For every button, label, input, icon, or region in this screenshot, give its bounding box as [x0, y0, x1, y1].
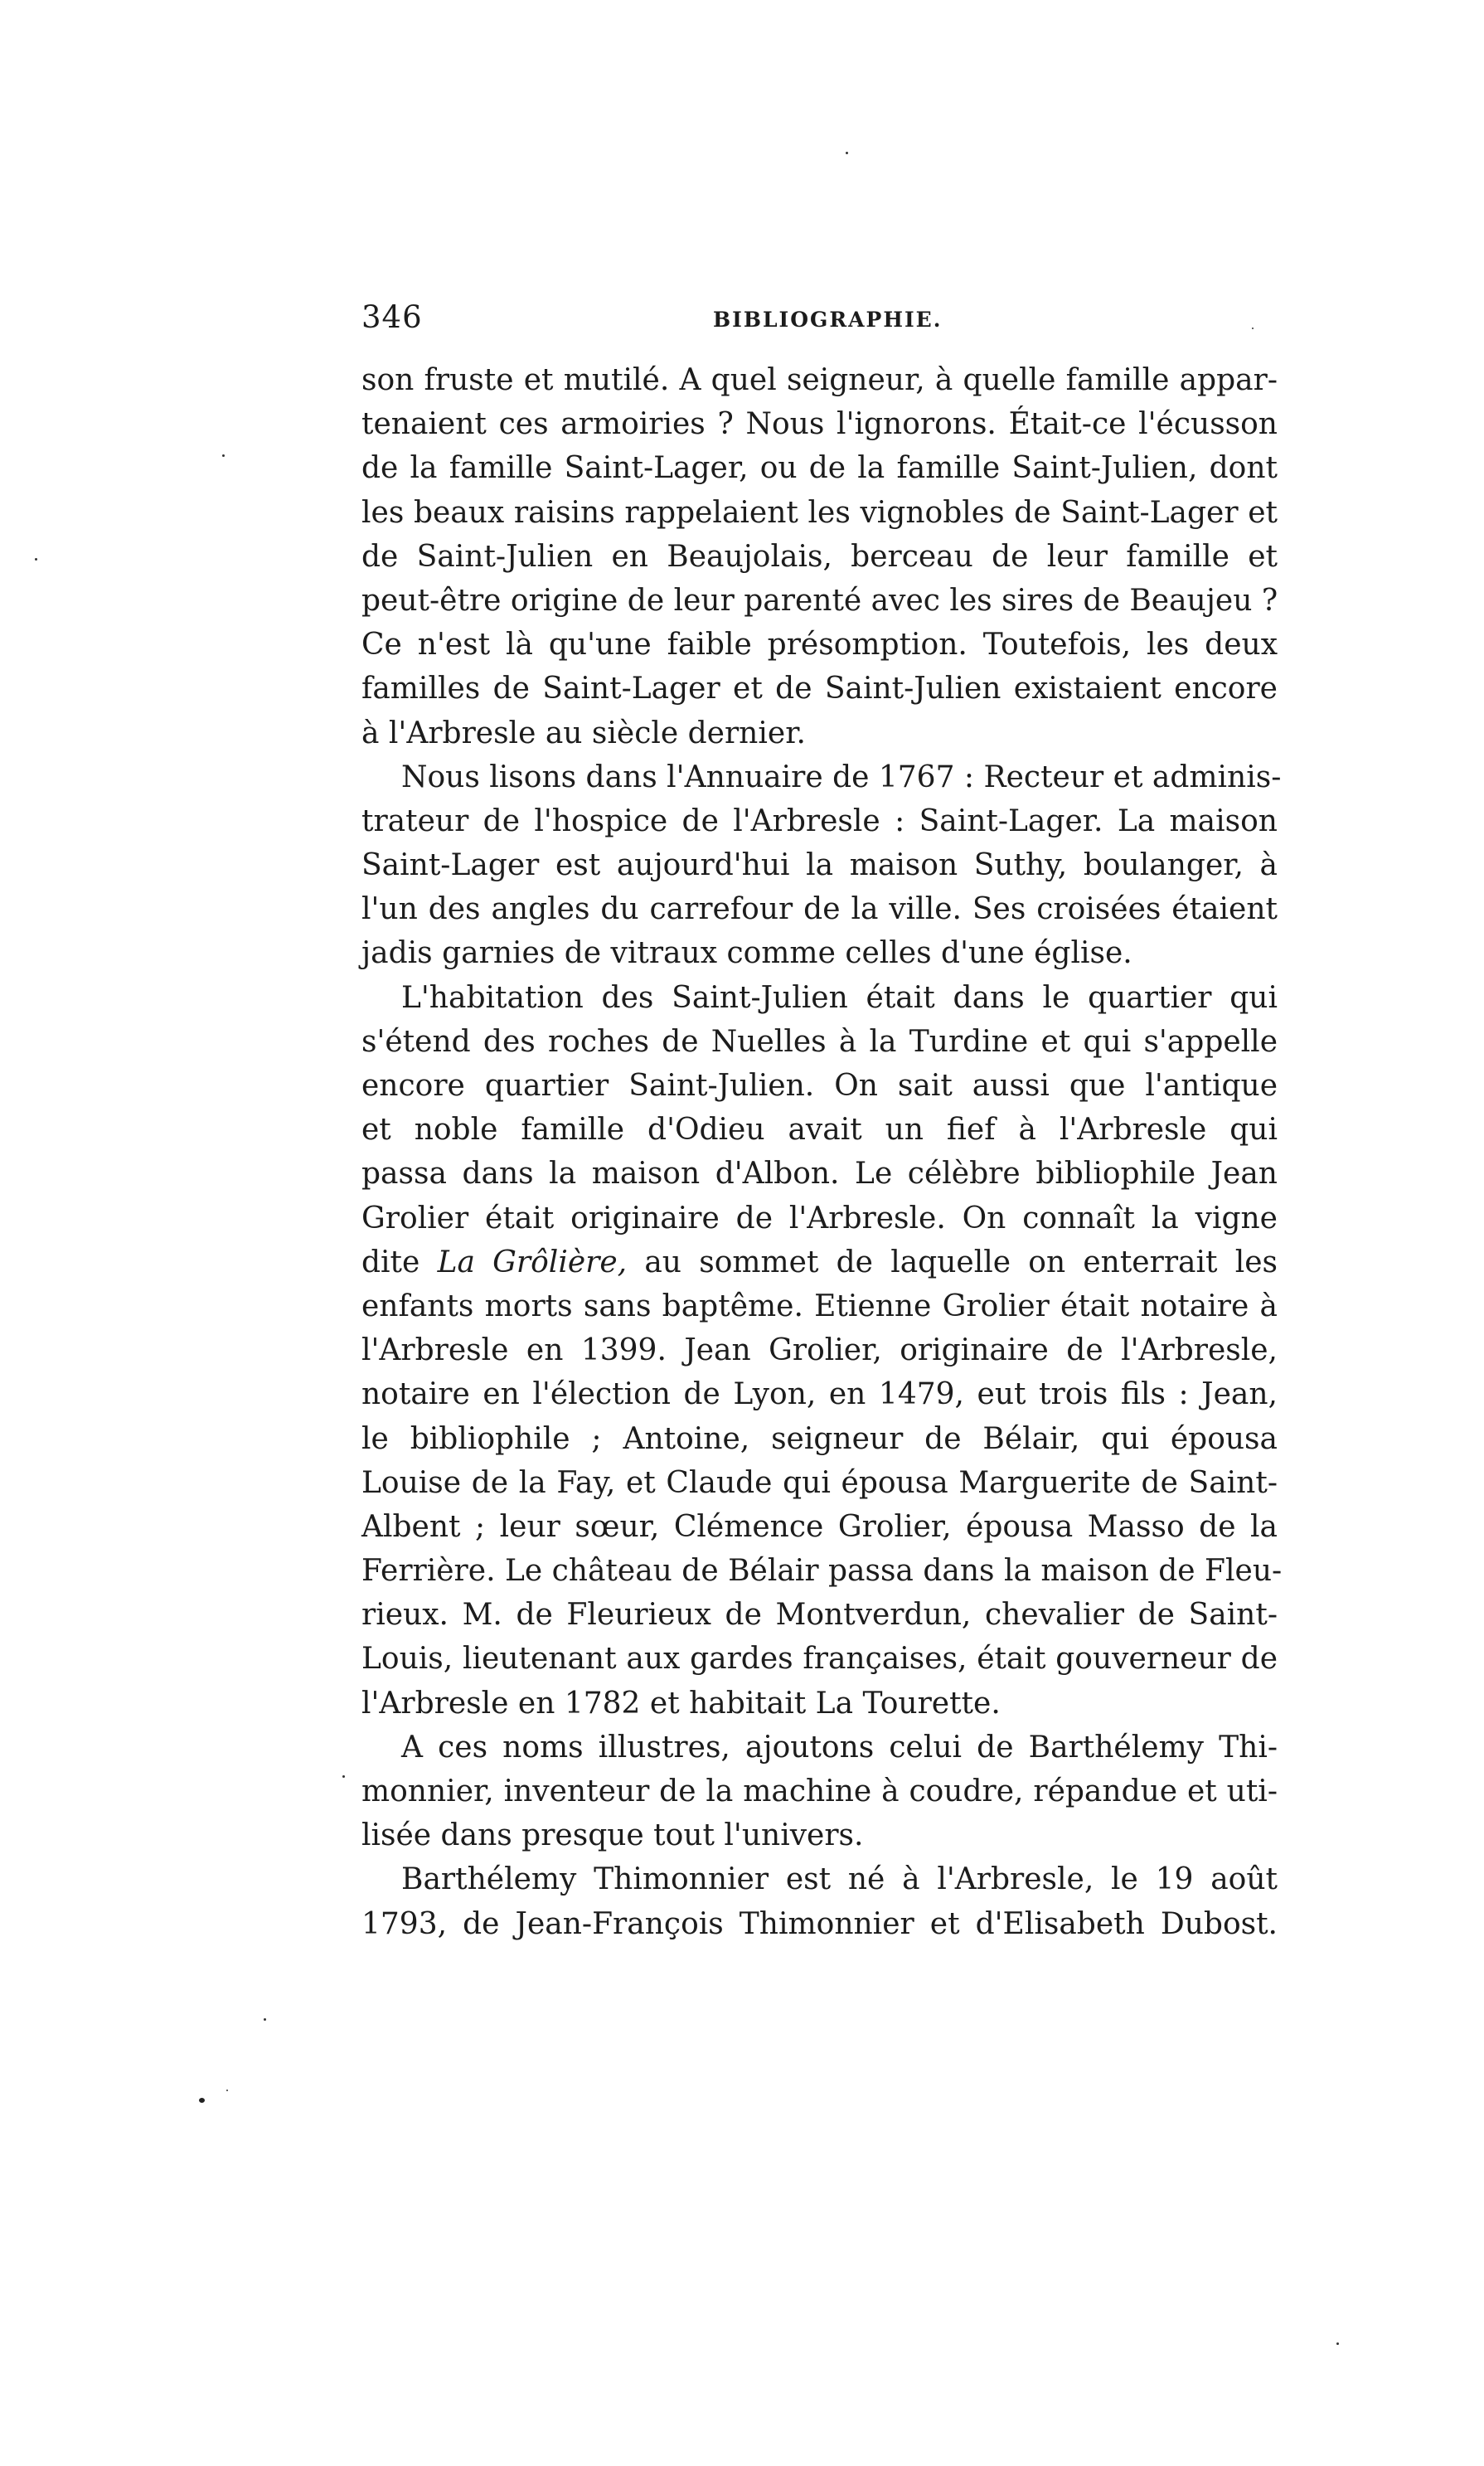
- text-line: Louise de la Fay, et Claude qui épousa Marguerite de Saint-: [361, 1465, 1278, 1500]
- text-line: jadis garnies de vitraux comme celles d'une église.: [361, 936, 1132, 971]
- scan-speck: [226, 2090, 228, 2091]
- text-line: de Saint-Julien en Beaujolais, berceau de leur famille et: [361, 539, 1278, 574]
- text-line: familles de Saint-Lager et de Saint-Julien existaient encore: [361, 672, 1278, 706]
- scan-speck: [342, 1775, 345, 1778]
- text-line: enfants morts sans baptême. Etienne Grolier était notaire à: [361, 1289, 1278, 1323]
- text-line: s'étend des roches de Nuelles à la Turdine et qui s'appelle: [361, 1024, 1278, 1059]
- text-line: l'un des angles du carrefour de la ville. Ses croisées étaient: [361, 892, 1278, 927]
- scan-speck: [1252, 328, 1254, 329]
- text-line: l'Arbresle en 1782 et habitait La Tourette.: [361, 1686, 1001, 1721]
- text-line: Ferrière. Le château de Bélair passa dans la maison de Fleu-: [361, 1554, 1283, 1589]
- italic-title: La Grôlière,: [437, 1245, 628, 1279]
- scan-speck: [199, 2098, 205, 2103]
- text-line: A ces noms illustres, ajoutons celui de Barthélemy Thi-: [401, 1730, 1278, 1765]
- text-line: trateur de l'hospice de l'Arbresle : Saint-Lager. La maison: [361, 803, 1278, 838]
- scan-speck: [1336, 2342, 1339, 2345]
- text-line: le bibliophile ; Antoine, seigneur de Bélair, qui épousa: [361, 1421, 1278, 1456]
- page-number: 346: [361, 299, 423, 335]
- text-line: Louis, lieutenant aux gardes françaises, était gouverneur de: [361, 1642, 1278, 1677]
- text-line: Barthélemy Thimonnier est né à l'Arbresle, le 19 août: [401, 1862, 1278, 1897]
- text-line: monnier, inventeur de la machine à coudre, répandue et uti-: [361, 1774, 1278, 1808]
- text-segment: au sommet de laquelle on enterrait les: [644, 1245, 1278, 1279]
- text-line: 1793, de Jean-François Thimonnier et d'Elisabeth Dubost.: [361, 1906, 1278, 1941]
- text-line: rieux. M. de Fleurieux de Montverdun, chevalier de Saint-: [361, 1598, 1278, 1633]
- scan-speck: [35, 558, 37, 561]
- scan-speck: [846, 152, 848, 154]
- text-line: Saint-Lager est aujourd'hui la maison Suthy, boulanger, à: [361, 848, 1278, 883]
- text-line: L'habitation des Saint-Julien était dans le quartier qui: [401, 980, 1278, 1015]
- text-line: son fruste et mutilé. A quel seigneur, à quelle famille appar-: [361, 363, 1278, 397]
- text-line: l'Arbresle en 1399. Jean Grolier, originaire de l'Arbresle,: [361, 1333, 1278, 1368]
- text-line: Grolier était originaire de l'Arbresle. On connaît la vigne: [361, 1201, 1278, 1235]
- text-line: peut-être origine de leur parenté avec les sires de Beaujeu ?: [361, 583, 1278, 618]
- text-line: tenaient ces armoiries ? Nous l'ignorons. Était-ce l'écusson: [361, 407, 1278, 442]
- text-line: Nous lisons dans l'Annuaire de 1767 : Recteur et adminis-: [401, 760, 1282, 794]
- body-text: [361, 358, 1283, 1946]
- page-header: [361, 297, 1278, 338]
- text-line: encore quartier Saint-Julien. On sait aussi que l'antique: [361, 1069, 1278, 1103]
- text-line: Albent ; leur sœur, Clémence Grolier, épousa Masso de la: [361, 1509, 1278, 1544]
- text-line: de la famille Saint-Lager, ou de la famille Saint-Julien, dont: [361, 451, 1278, 486]
- text-line: notaire en l'élection de Lyon, en 1479, eut trois fils : Jean,: [361, 1377, 1278, 1412]
- text-line: à l'Arbresle au siècle dernier.: [361, 716, 806, 750]
- text-line: et noble famille d'Odieu avait un fief à l'Arbresle qui: [361, 1113, 1278, 1148]
- scan-speck: [264, 2018, 266, 2021]
- text-line: les beaux raisins rappelaient les vignobles de Saint-Lager et: [361, 495, 1278, 530]
- text-line: Ce n'est là qu'une faible présomption. Toutefois, les deux: [361, 628, 1278, 663]
- text-line: lisée dans presque tout l'univers.: [361, 1818, 864, 1853]
- text-line-with-italic: [361, 1240, 1278, 1284]
- text-segment: dite: [361, 1245, 420, 1279]
- running-head: BIBLIOGRAPHIE.: [713, 308, 943, 332]
- scan-speck: [222, 454, 225, 457]
- text-line: passa dans la maison d'Albon. Le célèbre bibliophile Jean: [361, 1157, 1278, 1192]
